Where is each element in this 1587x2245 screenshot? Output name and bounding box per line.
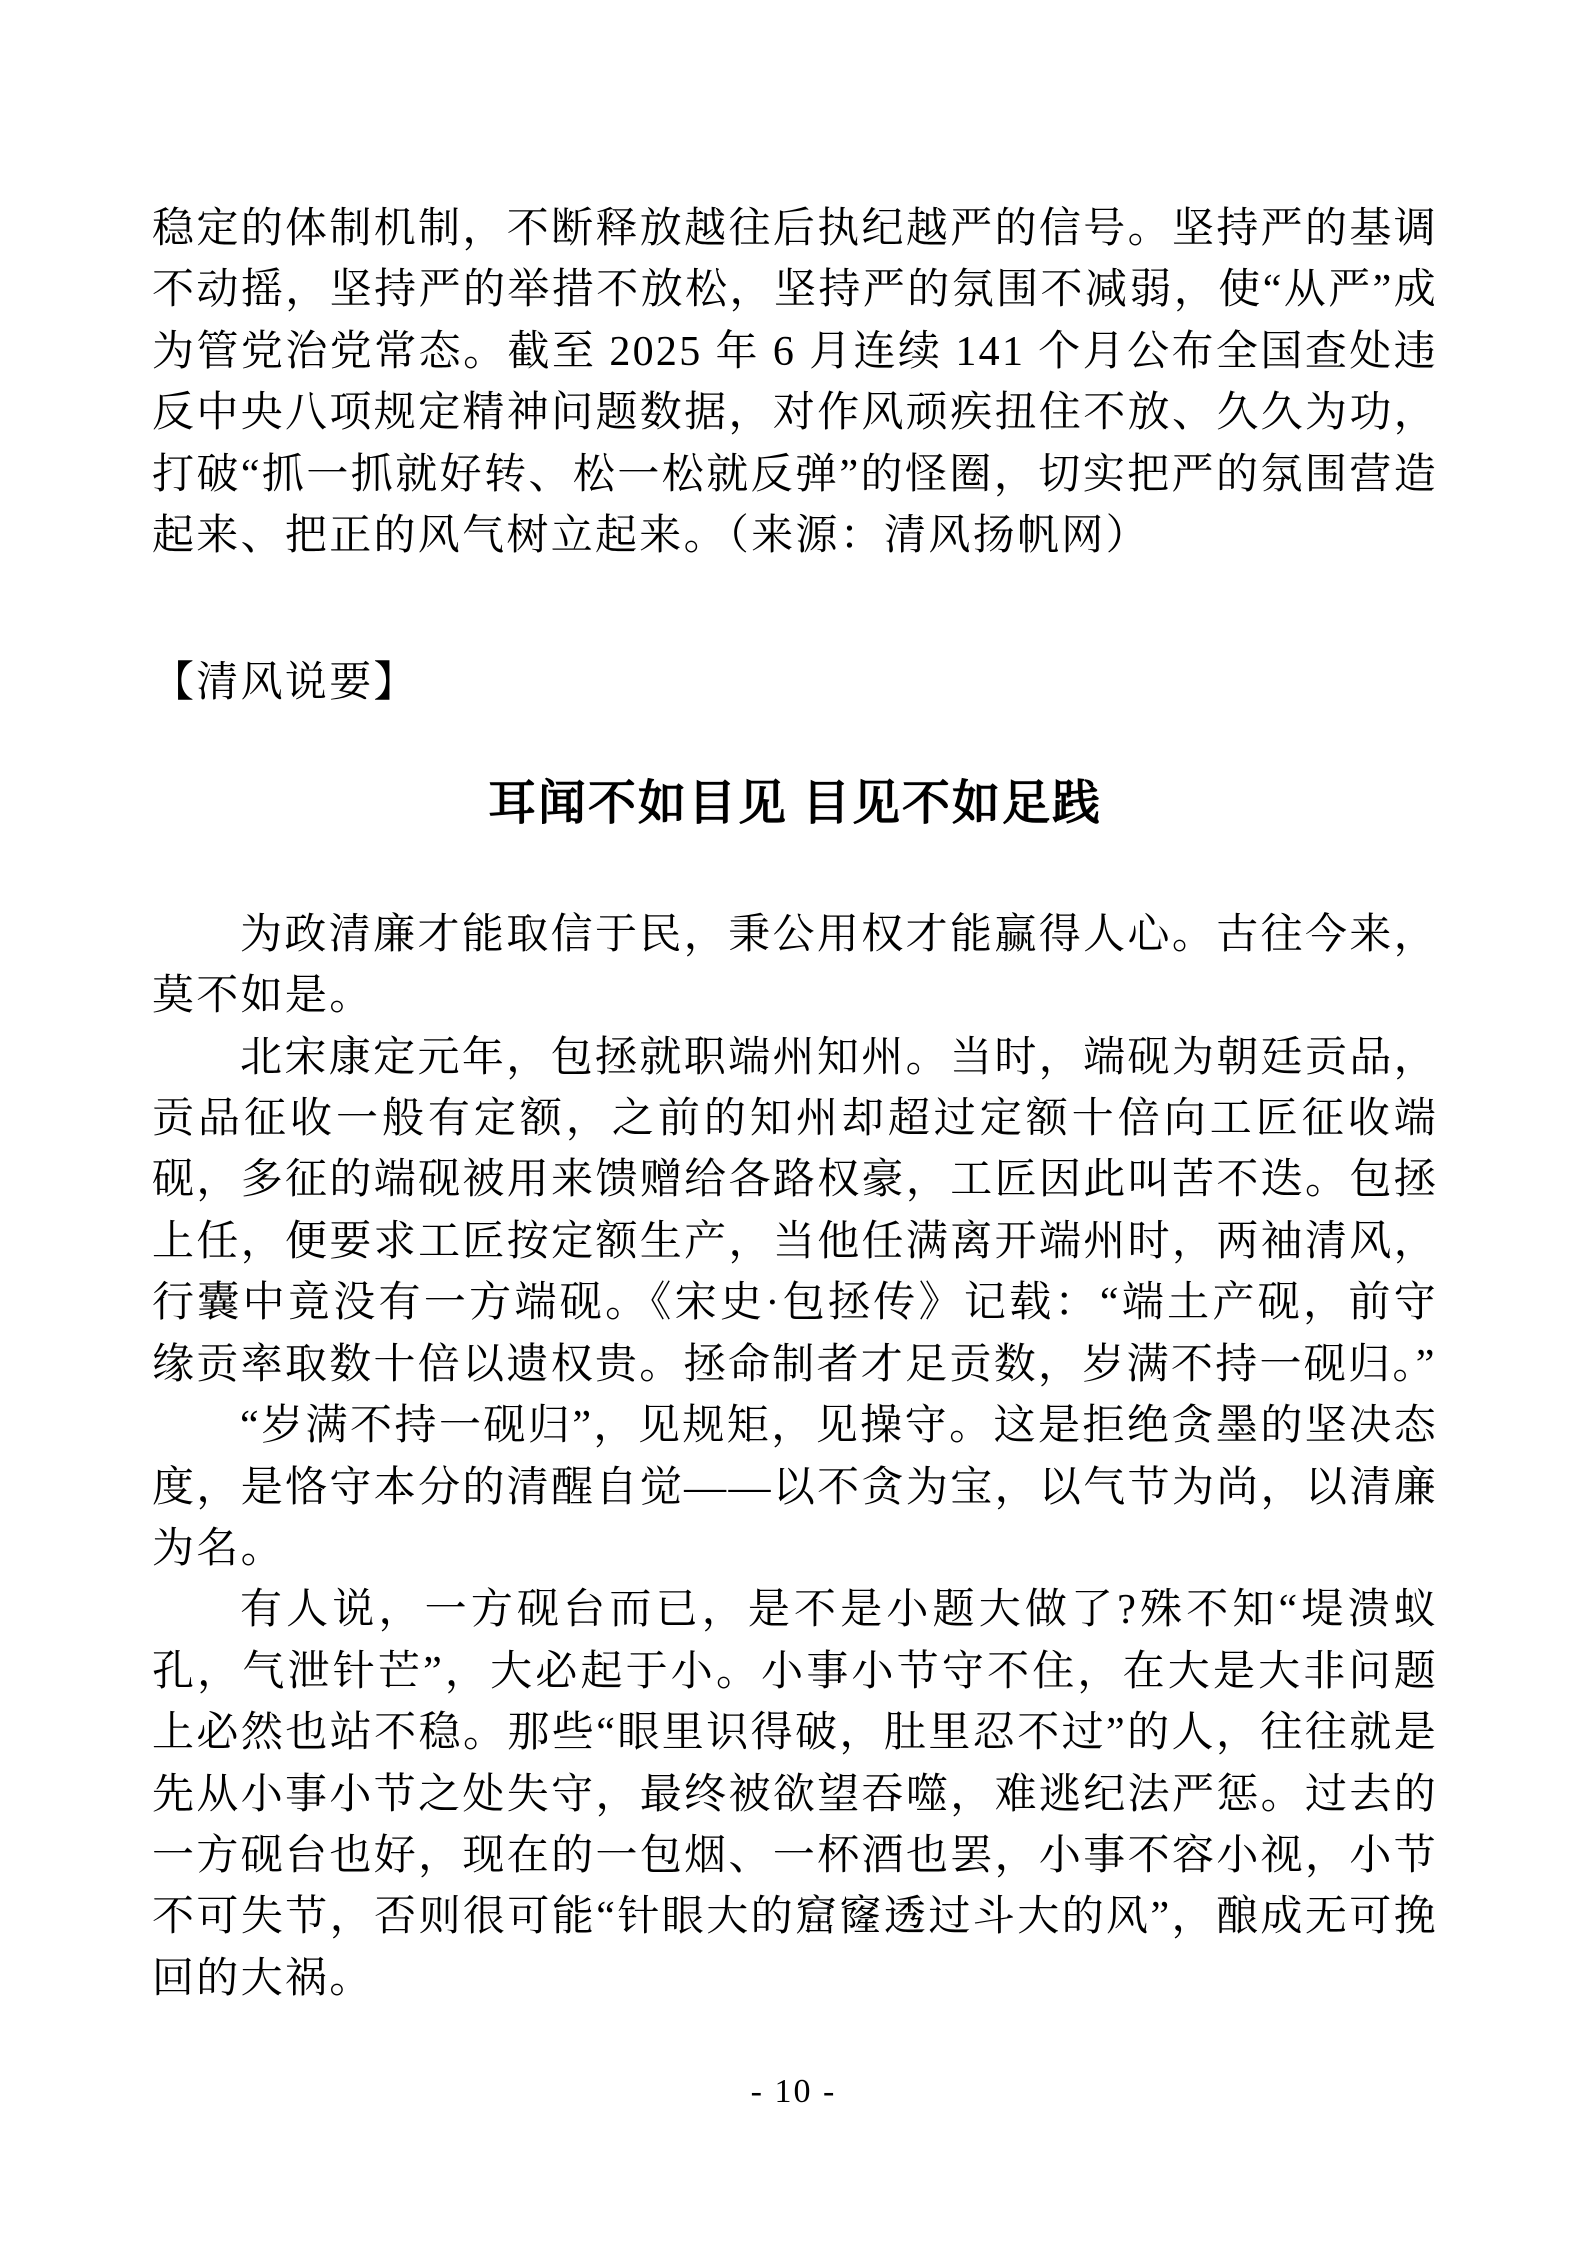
page-number: - 10 - <box>750 2073 837 2110</box>
article-title: 耳闻不如目见 目见不如足践 <box>487 776 1102 830</box>
article-paragraph: 为政清廉才能取信于民，秉公用权才能赢得人心。古往今来，莫不如是。 <box>152 911 1438 1020</box>
article-paragraph: 北宋康定元年，包拯就职端州知州。当时，端砚为朝廷贡品，贡品征收一般有定额，之前的知州却超过定额十倍向工匠征收端砚，多征的端砚被用来馈赠给各路权豪，工匠因此叫苦不迭。包拯上任，便要求工匠按定额生产，当他任满离开端州时，两袖清风，行囊中竟没有一方端砚。《宋史·包拯传》记载：“端土产砚，前守缘贡率取数十倍以遗权贵。拯命制者才足贡数，岁满不持一砚归。” <box>152 1034 1438 1388</box>
section-header: 【清风说要】 <box>152 660 418 707</box>
article-paragraph: 有人说，一方砚台而已，是不是小题大做了?殊不知“堤溃蚁孔，气泄针芒”，大必起于小。小事小节守不住，在大是大非问题上必然也站不稳。那些“眼里识得破，肚里忍不过”的人，往往就是先从小事小节之处失守，最终被欲望吞噬，难逃纪法严惩。过去的一方砚台也好，现在的一包烟、一杯酒也罢，小事不容小视，小节不可失节，否则很可能“针眼大的窟窿透过斗大的风”，酿成无可挽回的大祸。 <box>152 1587 1438 2002</box>
article-paragraph: “岁满不持一砚归”，见规矩，见操守。这是拒绝贪墨的坚决态度，是恪守本分的清醒自觉——以不贪为宝，以气节为尚，以清廉为名。 <box>152 1403 1438 1572</box>
continuation-paragraph: 稳定的体制机制，不断释放越往后执纪越严的信号。坚持严的基调不动摇，坚持严的举措不放松，坚持严的氛围不减弱，使“从严”成为管党治党常态。截至 2025 年 6 月连续 141 个月公布全国查处违反中央八项规定精神问题数据，对作风顽疾扭住不放、久久为功，打破“抓一抓就好转、松一松就反弹”的怪圈，切实把严的氛围营造起来、把正的风气树立起来。（来源：清风扬帆网） <box>152 206 1438 560</box>
page-content <box>152 199 1438 2010</box>
